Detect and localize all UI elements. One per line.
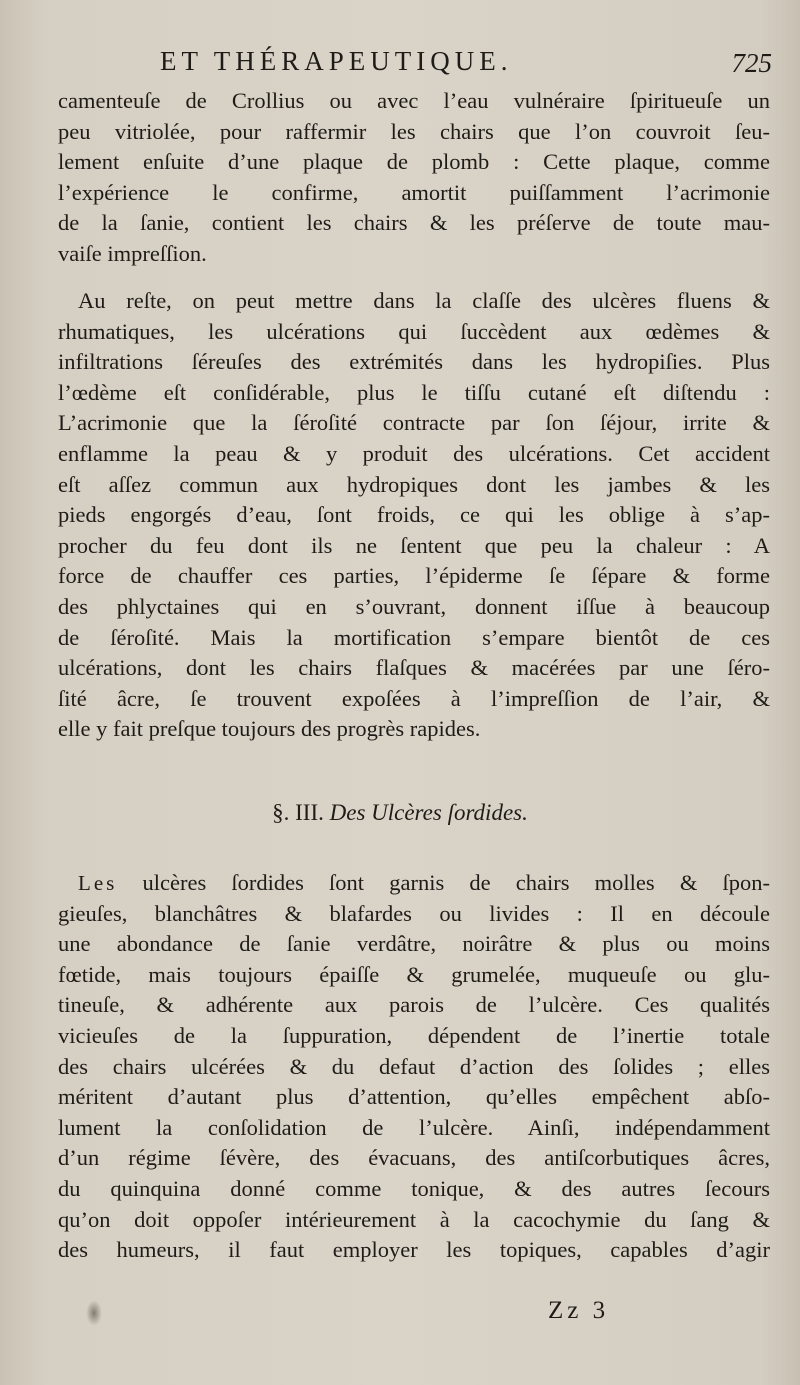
text-line: tineuſe, & adhérente aux parois de l’ulcère. Ces qualités [58,992,770,1018]
text-line: Au reſte, on peut mettre dans la claſſe des ulcères fluens & [78,288,770,313]
section-number: §. III. [272,800,324,825]
text-line: procher du feu dont ils ne ſentent que peu la chaleur : A [58,532,770,558]
drop-caps-word: Les [78,871,118,895]
text-line: qu’on doit oppoſer intérieurement à la cacochymie du ſang & [58,1206,770,1232]
text-line: des phlyctaines qui en s’ouvrant, donnent iſſue à beaucoup [58,593,770,619]
text-line: peu vitriolée, pour raffermir les chairs que l’on couvroit ſeu- [58,118,770,144]
text-line: de la ſanie, contient les chairs & les préſerve de toute mau- [58,210,770,236]
text-line: enflamme la peau & y produit des ulcérations. Cet accident [58,440,770,466]
text-line: l’œdème eſt conſidérable, plus le tiſſu cutané eſt diſtendu : [58,379,770,405]
text-line: du quinquina donné comme tonique, & des autres ſecours [58,1175,770,1201]
text-line: vaiſe impreſſion. [58,240,207,266]
text-line: force de chauffer ces parties, l’épiderme ſe ſépare & forme [58,563,770,589]
text-line: infiltrations ſéreuſes des extrémités dans les hydropiſies. Plus [58,349,770,375]
text-line: rhumatiques, les ulcérations qui ſuccèdent aux œdèmes & [58,318,770,344]
section-title: Des Ulcères ſordides. [329,800,528,825]
paragraph-sordid-ulcers [58,868,770,1266]
section-heading [0,800,800,826]
text-line: fœtide, mais toujours épaiſſe & grumelée, muqueuſe ou glu- [58,961,770,987]
text-line: des humeurs, il faut employer les topiques, capables d’agir [58,1237,770,1263]
text-line: de ſéroſité. Mais la mortification s’empare bientôt de ces [58,624,770,650]
paragraph-hydropsy [58,286,770,745]
signature-mark: Zz 3 [548,1297,610,1324]
page-header [60,46,772,86]
running-title: ET THÉRAPEUTIQUE. [160,46,513,76]
text-line: méritent d’autant plus d’attention, qu’elles empêchent abſo- [58,1084,770,1110]
text-line: eſt aſſez commun aux hydropiques dont les jambes & les [58,471,770,497]
text-line: L’acrimonie que la ſéroſité contracte par ſon ſéjour, irrite & [58,410,770,436]
paragraph-continuation [58,86,770,270]
text-line: gieuſes, blanchâtres & blafardes ou livides : Il en découle [58,900,770,926]
first-line-text: ulcères ſordides ſont garnis de chairs molles & ſpon- [117,870,770,895]
text-line: l’expérience le confirme, amortit puiſſamment l’acrimonie [58,179,770,205]
page-number: 725 [731,48,772,78]
text-line: lument la conſolidation de l’ulcère. Ainſi, indépendamment [58,1114,770,1140]
text-line: des chairs ulcérées & du defaut d’action des ſolides ; elles [58,1053,770,1079]
text-line: pieds engorgés d’eau, ſont froids, ce qui les oblige à s’ap- [58,502,770,528]
text-line: ſité âcre, ſe trouvent expoſées à l’impreſſion de l’air, & [58,685,770,711]
text-line: elle y fait preſque toujours des progrès rapides. [58,716,481,742]
text-line: d’un régime ſévère, des évacuans, des antiſcorbutiques âcres, [58,1145,770,1171]
text-line: ulcérations, dont les chairs flaſques & macérées par une ſéro- [58,655,770,681]
text-line: lement enſuite d’une plaque de plomb : Cette plaque, comme [58,149,770,175]
ink-smudge [86,1300,102,1326]
text-line: camenteuſe de Crollius ou avec l’eau vulnéraire ſpiritueuſe un [58,88,770,113]
text-line-first [58,868,770,899]
text-line: vicieuſes de la ſuppuration, dépendent de l’inertie totale [58,1022,770,1048]
text-line: une abondance de ſanie verdâtre, noirâtre & plus ou moins [58,931,770,957]
